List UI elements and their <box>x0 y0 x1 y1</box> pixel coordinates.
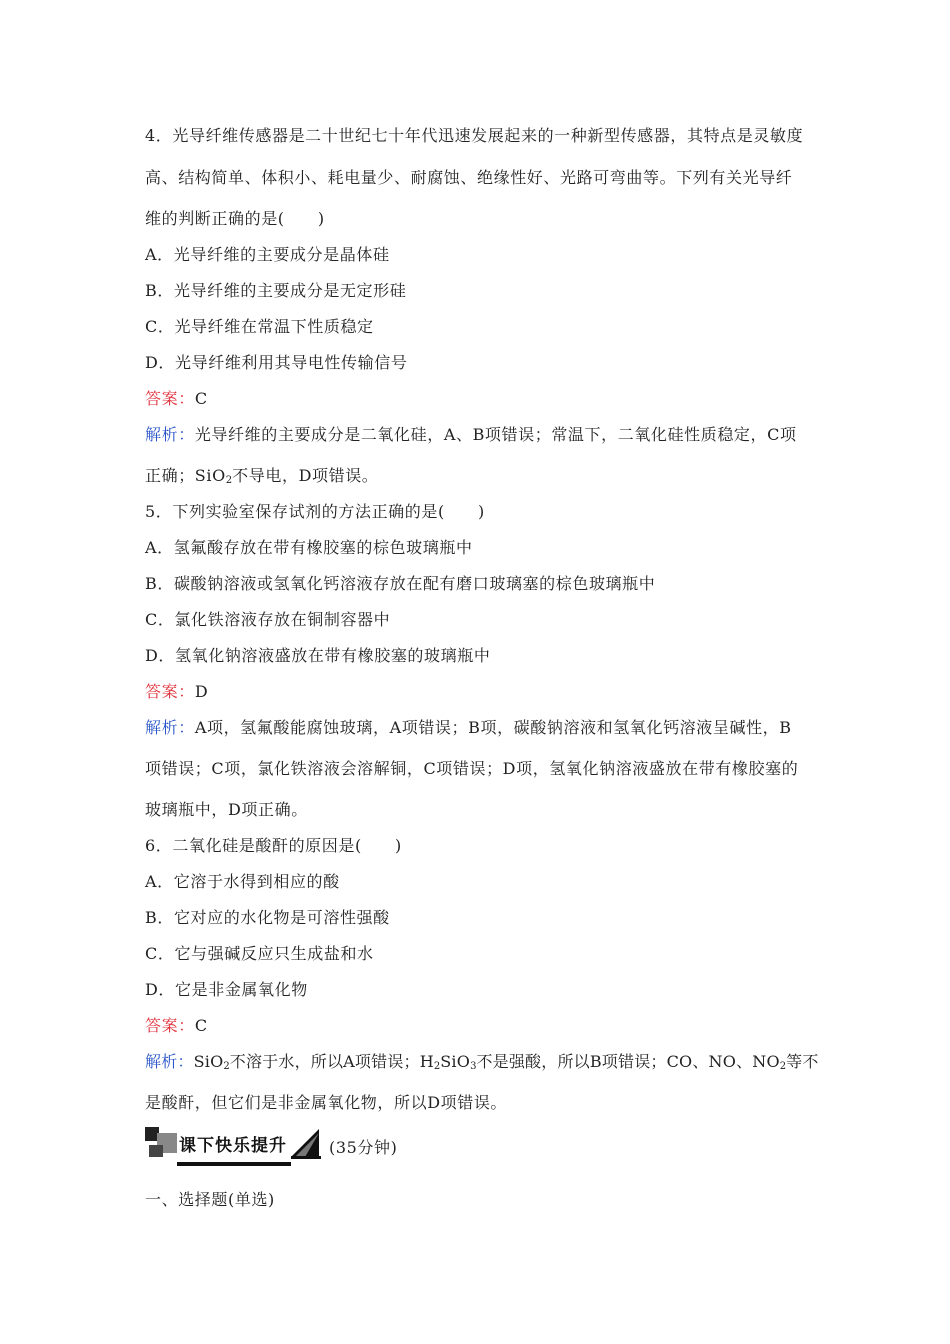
explanation-label: 解析： <box>145 718 195 737</box>
subscript: 2 <box>223 1061 230 1072</box>
explanation-text: 不导电，D项错误。 <box>232 466 379 485</box>
section-banner <box>145 1127 397 1161</box>
answer-value: D <box>194 682 209 701</box>
answer-label: 答案： <box>145 682 195 701</box>
q5-stem: 5．下列实验室保存试剂的方法正确的是( ) <box>145 502 485 521</box>
q5-option-a: A．氢氟酸存放在带有橡胶塞的棕色玻璃瓶中 <box>145 538 473 557</box>
q4-option-a: A．光导纤维的主要成分是晶体硅 <box>145 245 390 264</box>
q4-answer <box>145 389 208 409</box>
checker-squares-icon <box>145 1127 179 1159</box>
answer-label: 答案： <box>145 389 195 408</box>
q6-option-c: C．它与强碱反应只生成盐和水 <box>145 944 374 963</box>
q5-explanation-line-2: 项错误；C项，氯化铁溶液会溶解铜，C项错误；D项，氢氧化钠溶液盛放在带有橡胶塞的 <box>145 759 799 778</box>
q6-stem: 6．二氧化硅是酸酐的原因是( ) <box>145 836 402 855</box>
answer-value: C <box>194 1016 208 1035</box>
explanation-label: 解析： <box>145 425 195 444</box>
q4-explanation-line-2 <box>145 466 378 491</box>
q5-answer <box>145 682 208 702</box>
subscript: 3 <box>470 1061 477 1072</box>
q4-stem-line-3: 维的判断正确的是( ) <box>145 209 325 228</box>
explanation-text: 正确；SiO <box>145 466 226 485</box>
explanation-text: 不溶于水，所以A项错误；H <box>229 1052 434 1071</box>
q5-explanation-line-1 <box>145 718 792 738</box>
q5-explanation-line-3: 玻璃瓶中，D项正确。 <box>145 800 308 819</box>
q5-option-c: C．氯化铁溶液存放在铜制容器中 <box>145 610 391 629</box>
explanation-text: 不是强酸，所以B项错误；CO、NO、NO <box>476 1052 780 1071</box>
answer-value: C <box>194 389 208 408</box>
banner-time: (35分钟) <box>329 1138 398 1157</box>
answer-label: 答案： <box>145 1016 195 1035</box>
q6-option-b: B．它对应的水化物是可溶性强酸 <box>145 908 390 927</box>
subscript: 2 <box>779 1061 787 1072</box>
q6-explanation-line-2: 是酸酐，但它们是非金属氧化物，所以D项错误。 <box>145 1093 508 1112</box>
q5-option-d: D．氢氧化钠溶液盛放在带有橡胶塞的玻璃瓶中 <box>145 646 491 665</box>
q4-stem-line-1: 4．光导纤维传感器是二十世纪七十年代迅速发展起来的一种新型传感器，其特点是灵敏度 <box>145 126 804 145</box>
explanation-text: A项，氢氟酸能腐蚀玻璃，A项错误；B项，碳酸钠溶液和氢氧化钙溶液呈碱性，B <box>194 718 792 737</box>
explanation-text: 光导纤维的主要成分是二氧化硅，A、B项错误；常温下，二氧化硅性质稳定，C项 <box>194 425 797 444</box>
explanation-label: 解析： <box>145 1052 194 1071</box>
q4-option-b: B．光导纤维的主要成分是无定形硅 <box>145 281 407 300</box>
q6-option-d: D．它是非金属氧化物 <box>145 980 308 999</box>
q6-explanation-line-1 <box>145 1052 819 1077</box>
subscript: 2 <box>433 1061 441 1072</box>
section-title: 一、选择题(单选) <box>145 1190 275 1209</box>
q5-option-b: B．碳酸钠溶液或氢氧化钙溶液存放在配有磨口玻璃塞的棕色玻璃瓶中 <box>145 574 656 593</box>
q4-explanation-line-1 <box>145 425 797 445</box>
subscript: 2 <box>225 475 233 486</box>
explanation-text: SiO <box>440 1052 471 1071</box>
q6-option-a: A．它溶于水得到相应的酸 <box>145 872 340 891</box>
q4-option-d: D．光导纤维利用其导电性传输信号 <box>145 353 408 372</box>
q4-option-c: C．光导纤维在常温下性质稳定 <box>145 317 374 336</box>
explanation-text: SiO <box>193 1052 224 1071</box>
banner-title: 课下快乐提升 <box>177 1127 291 1166</box>
triangle-decoration-icon <box>291 1127 321 1159</box>
explanation-text: 等不 <box>786 1052 819 1071</box>
q6-answer <box>145 1016 208 1036</box>
q4-stem-line-2: 高、结构简单、体积小、耗电量少、耐腐蚀、绝缘性好、光路可弯曲等。下列有关光导纤 <box>145 168 793 187</box>
